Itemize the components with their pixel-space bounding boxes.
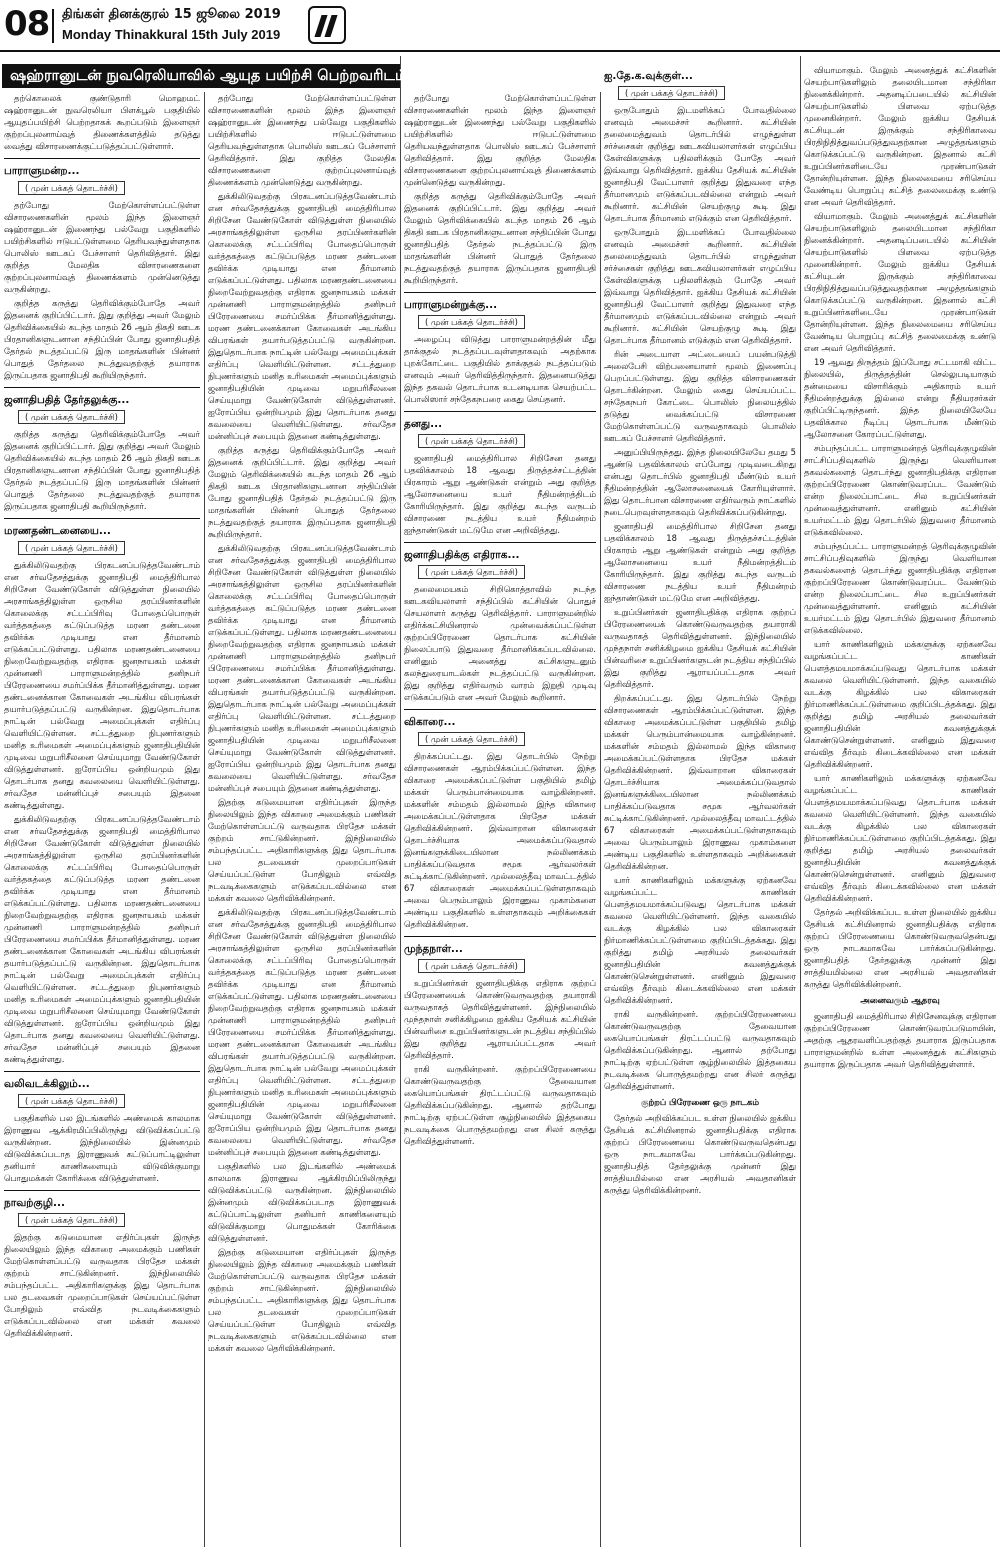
article-body: ஜனாதிபதி மைத்திரிபால சிறிசேனவுக்கு எதிரான குற்றப்பிரேரணை கொண்டுவரப்படுமாயின், அதற்கு ஆதரவளிப்பதற்குத் தயாராக இருப்பதாக பாராளுமன்றில் உள்ள அனைத்துக் கட்சிகளும் தயாராக இருப்பதாக அவர் தெரிவித்துள்ளார்.: [804, 1011, 996, 1069]
section-heading: விகாரை...: [404, 716, 456, 728]
article-body: துக்கிலிடுவதற்கு பிரகடனப்படுத்தவேண்டாம் என சர்வதேசத்துக்கு ஜனாதிபதி மைத்திரிபால சிறிசேன வேண்டுகோள் விடுத்துள்ள நிலையில் அரசாங்கத்திலுள்ள ஒருசில தரப்பினர்களின் கொலைக்கு சட்டப்பிரிவு போதைப்பொருள் வர்த்தகத்தை கட்டுப்படுத்த மரண தண்டனை தவிர்க்க முடியாது என தீர்மானம் எடுக்கப்பட்டுள்ளது. பதிலாக மரணதண்டனையை நிறைவேற்றுவதற்கு எதிராக ஜனநாயகம் மக்கள் முன்னணி பாராளுமன்றத்தில் தனிநபர் பிரேரணையை சமர்ப்பிக்க தீர்மானித்துள்ளது. மரண தண்டனைக்கான கோவைகள் அடங்கிய விபரங்கள் தயார்படுத்தப்பட்டு வருகின்றன. இதுதொடர்பாக நாட்டின் பல்வேறு அமைப்புக்கள் எதிர்ப்பு வெளியிட்டுள்ளன. சட்டத்துறை நிபுணர்களும் மனித உரிமைகள் அமைப்புக்களும் ஜனாதிபதியின் முடிவை மறுபரிசீலனை செய்யுமாறு வேண்டுகோள் விடுத்துள்ளனர். ஐரோப்பிய ஒன்றியமும் இது தொடர்பாக தனது கவலையை வெளியிட்டுள்ளது. சர்வதேச மன்னிப்புச் சபையும் இதனை கண்டித்துள்ளது.: [4, 814, 200, 1064]
article-body: தற்போது மேற்கொள்ளப்பட்டுள்ள விசாரணைகளின் மூலம் இந்த இளைஞர் ஷஹ்ரானுடன் இணைந்து பல்வேறு பகுதிகளில் பயிற்சிகளில் ஈடுபட்டுள்ளமை தெரியவந்துள்ளதாக பொலிஸ் ஊடகப் பேச்சாளர் தெரிவித்தார். இது குறித்த மேலதிக விசாரணைகளை குற்றப்புலனாய்வுத் திணைக்களம் முன்னெடுத்து வருகின்றது.: [404, 93, 596, 187]
article-body: யார் காணிகளிலும் மக்களுக்கு ஏற்கனவே வழங்கப்பட்ட காணிகள் பௌத்தமயமாக்கப்படுவது தொடர்பாக மக்கள் கவலை வெளியிட்டுள்ளனர். இந்த வகையில் வடக்கு கிழக்கில் பல விகாரைகள் நிர்மாணிக்கப்பட்டுள்ளமை குறிப்பிடத்தக்கது. இது குறித்து தமிழ் அரசியல் தலைவர்கள் ஜனாதிபதியின் கவனத்துக்குக் கொண்டுசென்றுள்ளனர். எனினும் இதுவரை எவ்வித தீர்வும் கிடைக்கவில்லை என மக்கள் தெரிவிக்கின்றனர்.: [804, 639, 996, 769]
section-heading: ஜனாதிபதிக்கு எதிராக...: [404, 549, 520, 561]
sub-heading: அனைவரும் ஆதரவு: [860, 995, 940, 1005]
main-headline: ஷஹ்ரானுடன் நுவரெலியாவில் ஆயுத பயிற்சி பெற்றவரிடம் தீவிர விசாரணை: [2, 64, 400, 88]
article-body: வியாமாகும். மேலும் அனைத்துக் கட்சிகளின் செயற்பாடுகளிலும் தலையிடமான சந்திரிகா நினைக்கின்றார். அதனடிப்படையில் கட்சியின் செயற்பாடுகளில் பிளவை ஏற்படுத்த முனைகின்றார். மேலும் ஐக்கிய தேசியக் கட்சியுடன் இருக்கும் சந்திரிகாவை பிரதிநிதித்துவப்படுத்துவதற்கான அழுத்தங்களும் கொடுக்கப்பட்டு வருகின்றன. இதனால் கட்சி உறுப்பினர்களிடையே முரண்பாடுகள் தோன்றியுள்ளன. இந்த நிலைமையை சரிசெய்ய வேண்டிய பொறுப்பு கட்சித் தலைமைக்கு உண்டு என அவர் தெரிவித்தார்.: [804, 65, 996, 207]
article-body: ராகி வருகின்றனர். குற்றப்பிரேரணையை கொண்டுவருவதற்கு தேவையான கையொப்பங்கள் திரட்டப்பட்டு வருவதாகவும் தெரிவிக்கப்படுகின்றது. ஆனால் தற்போது நாட்டிற்கு ஏற்பட்டுள்ள சூழ்நிலையில் இத்தகைய நடவடிக்கை பொருத்தமற்றது என சிலர் கருத்து தெரிவித்துள்ளனர்.: [604, 1009, 796, 1091]
article-body: துக்கிலிடுவதற்கு பிரகடனப்படுத்தவேண்டாம் என சர்வதேசத்துக்கு ஜனாதிபதி மைத்திரிபால சிறிசேன வேண்டுகோள் விடுத்துள்ள நிலையில் அரசாங்கத்திலுள்ள ஒருசில தரப்பினர்களின் கொலைக்கு சட்டப்பிரிவு போதைப்பொருள் வர்த்தகத்தை கட்டுப்படுத்த மரண தண்டனை தவிர்க்க முடியாது என தீர்மானம் எடுக்கப்பட்டுள்ளது. பதிலாக மரணதண்டனையை நிறைவேற்றுவதற்கு எதிராக ஜனநாயகம் மக்கள் முன்னணி பாராளுமன்றத்தில் தனிநபர் பிரேரணையை சமர்ப்பிக்க தீர்மானித்துள்ளது. மரண தண்டனைக்கான கோவைகள் அடங்கிய விபரங்கள் தயார்படுத்தப்பட்டு வருகின்றன. இதுதொடர்பாக நாட்டின் பல்வேறு அமைப்புக்கள் எதிர்ப்பு வெளியிட்டுள்ளன. சட்டத்துறை நிபுணர்களும் மனித உரிமைகள் அமைப்புக்களும் ஜனாதிபதியின் முடிவை மறுபரிசீலனை செய்யுமாறு வேண்டுகோள் விடுத்துள்ளனர். ஐரோப்பிய ஒன்றியமும் இது தொடர்பாக தனது கவலையை வெளியிட்டுள்ளது. சர்வதேச மன்னிப்புச் சபையும் இதனை கண்டித்துள்ளது.: [4, 560, 200, 810]
section-heading: பாராளுமன்ற...: [4, 165, 80, 177]
date-line-english: Monday Thinakkural 15th July 2019: [62, 27, 281, 42]
article-body: சம்பந்தப்பட்ட பாராளுமன்றத் தெரிவுக்குழுவின் சாட்சிப்பதிவுகளில் இருந்து வெளியான தகவல்களைத் தொடர்ந்து ஜனாதிபதிக்கு எதிரான குற்றப்பிரேரணை கொண்டுவரப்பட வேண்டும் என்ற நிலைப்பாட்டை சில உறுப்பினர்கள் முன்வைத்துள்ளனர். எனினும் கட்சியின் உயர்மட்டம் இது தொடர்பில் இதுவரை தீர்மானம் எடுக்கவில்லை.: [804, 443, 996, 537]
article-body: 19 ஆவது திருத்தம் இப்போது சட்டமாகி விட்ட நிலையில், திருத்தத்தின் செல்லுபடியாகும் தன்மையை விசாரிக்கும் அதிகாரம் உயர் நீதிமன்றத்துக்கு இல்லை என்று நீதியரசர்கள் குறிப்பிட்டிருந்தனர். இந்த நிலையிலேயே பதவிக்கால நீடிப்பு தொடர்பாக மீண்டும் ஆலோசனை கோரப்பட்டுள்ளது.: [804, 357, 996, 439]
article-body: ராகி வருகின்றனர். குற்றப்பிரேரணையை கொண்டுவருவதற்கு தேவையான கையொப்பங்கள் திரட்டப்பட்டு வருவதாகவும் தெரிவிக்கப்படுகின்றது. ஆனால் தற்போது நாட்டிற்கு ஏற்பட்டுள்ள சூழ்நிலையில் இத்தகைய நடவடிக்கை பொருத்தமற்றது என சிலர் கருத்து தெரிவித்துள்ளனர்.: [404, 1064, 596, 1146]
article-body: யார் காணிகளிலும் மக்களுக்கு ஏற்கனவே வழங்கப்பட்ட காணிகள் பௌத்தமயமாக்கப்படுவது தொடர்பாக மக்கள் கவலை வெளியிட்டுள்ளனர். இந்த வகையில் வடக்கு கிழக்கில் பல விகாரைகள் நிர்மாணிக்கப்பட்டுள்ளமை குறிப்பிடத்தக்கது. இது குறித்து தமிழ் அரசியல் தலைவர்கள் ஜனாதிபதியின் கவனத்துக்குக் கொண்டுசென்றுள்ளனர். எனினும் இதுவரை எவ்வித தீர்வும் கிடைக்கவில்லை என மக்கள் தெரிவிக்கின்றனர்.: [804, 773, 996, 903]
continued-tag: ( முன் பக்கத் தொடர்ச்சி): [18, 1094, 125, 1108]
article-body: ஒருபோதும் இடமளிக்கப் போவதில்லை எனவும் அமைச்சர் கூறினார். கட்சியின் தலைமைத்துவம் தொடர்பில் எழுந்துள்ள சர்ச்சைகள் குறித்து ஊடகவியலாளர்கள் எழுப்பிய கேள்விகளுக்கு பதிலளிக்கும் போதே அவர் இவ்வாறு தெரிவித்தார். ஐக்கிய தேசியக் கட்சியின் ஜனாதிபதி வேட்பாளர் குறித்து இதுவரை எந்த தீர்மானமும் எடுக்கப்படவில்லை என்றும் அவர் கூறினார். கட்சியின் செயற்குழு கூடி இது தொடர்பாக தீர்மானம் எடுக்கும் என தெரிவித்தார்.: [604, 227, 796, 345]
article-body: இதற்கு கடுமையான எதிர்ப்புகள் இருந்த நிலையிலும் இந்த விகாரை அமைக்கும் பணிகள் மேற்கொள்ளப்பட்டு வருவதாக பிரதேச மக்கள் குற்றம் சாட்டுகின்றனர். இந்நிலையில் சம்பந்தப்பட்ட அதிகாரிகளுக்கு இது தொடர்பாக பல தடவைகள் முறைப்பாடுகள் செய்யப்பட்டுள்ள போதிலும் எவ்வித நடவடிக்கைகளும் எடுக்கப்படவில்லை என மக்கள் கவலை தெரிவிக்கின்றனர்.: [4, 1232, 200, 1338]
continued-tag: ( முன் பக்கத் தொடர்ச்சி): [18, 1213, 125, 1227]
continued-tag: ( முன் பக்கத் தொடர்ச்சி): [18, 181, 125, 195]
continued-tag: ( முன் பக்கத் தொடர்ச்சி): [18, 541, 125, 555]
continued-tag: ( முன் பக்கத் தொடர்ச்சி): [418, 959, 525, 973]
section-heading: தனது...: [404, 418, 443, 430]
article-body: குறித்த கருத்து தெரிவிக்கும்போதே அவர் இதனைக் குறிப்பிட்டார். இது குறித்து அவர் மேலும் தெரிவிக்கையில் கடந்த மாதம் 26 ஆம் திகதி ஊடக பிரதானிகளுடனான சந்திப்பின் போது ஜனாதிபதித் தேர்தல் நடத்தப்பட்டு இரு மாதங்களின் பின்னர் பொதுத் தேர்தலை நடத்துவதற்குத் தயாராக இருப்பதாக ஜனாதிபதி கூறியிருந்தார்.: [404, 191, 596, 285]
article-body: துக்கிலிடுவதற்கு பிரகடனப்படுத்தவேண்டாம் என சர்வதேசத்துக்கு ஜனாதிபதி மைத்திரிபால சிறிசேன வேண்டுகோள் விடுத்துள்ள நிலையில் அரசாங்கத்திலுள்ள ஒருசில தரப்பினர்களின் கொலைக்கு சட்டப்பிரிவு போதைப்பொருள் வர்த்தகத்தை கட்டுப்படுத்த மரண தண்டனை தவிர்க்க முடியாது என தீர்மானம் எடுக்கப்பட்டுள்ளது. பதிலாக மரணதண்டனையை நிறைவேற்றுவதற்கு எதிராக ஜனநாயகம் மக்கள் முன்னணி பாராளுமன்றத்தில் தனிநபர் பிரேரணையை சமர்ப்பிக்க தீர்மானித்துள்ளது. மரண தண்டனைக்கான கோவைகள் அடங்கிய விபரங்கள் தயார்படுத்தப்பட்டு வருகின்றன. இதுதொடர்பாக நாட்டின் பல்வேறு அமைப்புக்கள் எதிர்ப்பு வெளியிட்டுள்ளன. சட்டத்துறை நிபுணர்களும் மனித உரிமைகள் அமைப்புக்களும் ஜனாதிபதியின் முடிவை மறுபரிசீலனை செய்யுமாறு வேண்டுகோள் விடுத்துள்ளனர். ஐரோப்பிய ஒன்றியமும் இது தொடர்பாக தனது கவலையை வெளியிட்டுள்ளது. சர்வதேச மன்னிப்புச் சபையும் இதனை கண்டித்துள்ளது.: [208, 543, 396, 793]
article-body: இதற்கு கடுமையான எதிர்ப்புகள் இருந்த நிலையிலும் இந்த விகாரை அமைக்கும் பணிகள் மேற்கொள்ளப்பட்டு வருவதாக பிரதேச மக்கள் குற்றம் சாட்டுகின்றனர். இந்நிலையில் சம்பந்தப்பட்ட அதிகாரிகளுக்கு இது தொடர்பாக பல தடவைகள் முறைப்பாடுகள் செய்யப்பட்டுள்ள போதிலும் எவ்வித நடவடிக்கைகளும் எடுக்கப்படவில்லை என மக்கள் கவலை தெரிவிக்கின்றனர்.: [208, 1247, 396, 1353]
article-body: தேர்தல் அறிவிக்கப்பட உள்ள நிலையில் ஐக்கிய தேசியக் கட்சியினரால் ஜனாதிபதிக்கு எதிராக குற்றப் பிரேரணையை கொண்டுவருவதென்பது ஒரு நாடகமாகவே பார்க்கப்படுகின்றது. ஜனாதிபதித் தேர்தலுக்கு முன்னர் இது சாத்தியமில்லை என அரசியல் அவதானிகள் கருத்து தெரிவிக்கின்றனர்.: [604, 1113, 796, 1195]
article-body: ரின் அடையாள அட்டையைப் பயன்படுத்தி அலைபேசி விற்பனையாளர் மூலம் இணைப்பு பெறப்பட்டுள்ளது. இது குறித்த விசாரணைகள் தொடர்கின்றன. மேலும் கைது செய்யப்பட்ட சந்தேகநபர் கோட்டை பொலிஸ் நிலையத்தில் தடுத்து வைக்கப்பட்டு விசாரணை மேற்கொள்ளப்பட்டு வருவதாகவும் பொலிஸ் ஊடகப் பேச்சாளர் தெரிவித்தார்.: [604, 349, 796, 443]
continued-tag: ( முன் பக்கத் தொடர்ச்சி): [418, 315, 525, 329]
section-heading: நாவற்குழி...: [4, 1197, 65, 1209]
article-body: அழைப்பு விடுத்து பாராளுமன்றத்தின் மீது தாக்குதல் நடத்தப்படவுள்ளதாகவும் அதற்காக புறக்கோட்டை பகுதியில் தாக்குதல் நடத்தப்படும் எனவும் அவர் தெரிவித்திருந்தார். இதனையடுத்து இந்த தகவல் தொடர்பாக உடனடியாக செயற்பட்ட பொலிஸார் சந்தேகநபரை கைது செய்தனர்.: [404, 334, 596, 404]
column-5: [804, 64, 996, 1542]
section-heading: முந்தநாள்...: [404, 943, 463, 955]
article-body: தற்போது மேற்கொள்ளப்பட்டுள்ள விசாரணைகளின் மூலம் இந்த இளைஞர் ஷஹ்ரானுடன் இணைந்து பல்வேறு பகுதிகளில் பயிற்சிகளில் ஈடுபட்டுள்ளமை தெரியவந்துள்ளதாக பொலிஸ் ஊடகப் பேச்சாளர் தெரிவித்தார். இது குறித்த மேலதிக விசாரணைகளை குற்றப்புலனாய்வுத் திணைக்களம் முன்னெடுத்து வருகின்றது.: [4, 200, 200, 294]
article-body: தற்போது மேற்கொள்ளப்பட்டுள்ள விசாரணைகளின் மூலம் இந்த இளைஞர் ஷஹ்ரானுடன் இணைந்து பல்வேறு பகுதிகளில் பயிற்சிகளில் ஈடுபட்டுள்ளமை தெரியவந்துள்ளதாக பொலிஸ் ஊடகப் பேச்சாளர் தெரிவித்தார். இது குறித்த மேலதிக விசாரணைகளை குற்றப்புலனாய்வுத் திணைக்களம் முன்னெடுத்து வருகின்றது.: [208, 93, 396, 187]
article-body: ஒருபோதும் இடமளிக்கப் போவதில்லை எனவும் அமைச்சர் கூறினார். கட்சியின் தலைமைத்துவம் தொடர்பில் எழுந்துள்ள சர்ச்சைகள் குறித்து ஊடகவியலாளர்கள் எழுப்பிய கேள்விகளுக்கு பதிலளிக்கும் போதே அவர் இவ்வாறு தெரிவித்தார். ஐக்கிய தேசியக் கட்சியின் ஜனாதிபதி வேட்பாளர் குறித்து இதுவரை எந்த தீர்மானமும் எடுக்கப்படவில்லை என்றும் அவர் கூறினார். கட்சியின் செயற்குழு கூடி இது தொடர்பாக தீர்மானம் எடுக்கும் என தெரிவித்தார்.: [604, 105, 796, 223]
column-rule: [600, 92, 601, 1547]
article-body: துக்கிலிடுவதற்கு பிரகடனப்படுத்தவேண்டாம் என சர்வதேசத்துக்கு ஜனாதிபதி மைத்திரிபால சிறிசேன வேண்டுகோள் விடுத்துள்ள நிலையில் அரசாங்கத்திலுள்ள ஒருசில தரப்பினர்களின் கொலைக்கு சட்டப்பிரிவு போதைப்பொருள் வர்த்தகத்தை கட்டுப்படுத்த மரண தண்டனை தவிர்க்க முடியாது என தீர்மானம் எடுக்கப்பட்டுள்ளது. பதிலாக மரணதண்டனையை நிறைவேற்றுவதற்கு எதிராக ஜனநாயகம் மக்கள் முன்னணி பாராளுமன்றத்தில் தனிநபர் பிரேரணையை சமர்ப்பிக்க தீர்மானித்துள்ளது. மரண தண்டனைக்கான கோவைகள் அடங்கிய விபரங்கள் தயார்படுத்தப்பட்டு வருகின்றன. இதுதொடர்பாக நாட்டின் பல்வேறு அமைப்புக்கள் எதிர்ப்பு வெளியிட்டுள்ளன. சட்டத்துறை நிபுணர்களும் மனித உரிமைகள் அமைப்புக்களும் ஜனாதிபதியின் முடிவை மறுபரிசீலனை செய்யுமாறு வேண்டுகோள் விடுத்துள்ளனர். ஐரோப்பிய ஒன்றியமும் இது தொடர்பாக தனது கவலையை வெளியிட்டுள்ளது. சர்வதேச மன்னிப்புச் சபையும் இதனை கண்டித்துள்ளது.: [208, 191, 396, 441]
article-body: உறுப்பினர்கள் ஜனாதிபதிக்கு எதிராக குற்றப் பிரேரணையைக் கொண்டுவருவதற்கு தயாராகி வருவதாகத் தெரிவித்துள்ளனர். இந்நிலையில் முந்தநாள் சனிக்கிழமை ஐக்கிய தேசியக் கட்சியின் பின்வரிசை உறுப்பினர்களுடன் நடத்திய சந்திப்பில் இது குறித்து ஆராயப்பட்டதாக அவர் தெரிவித்தார்.: [604, 607, 796, 689]
article-body: உறுப்பினர்கள் ஜனாதிபதிக்கு எதிராக குற்றப் பிரேரணையைக் கொண்டுவருவதற்கு தயாராகி வருவதாகத் தெரிவித்துள்ளனர். இந்நிலையில் முந்தநாள் சனிக்கிழமை ஐக்கிய தேசியக் கட்சியின் பின்வரிசை உறுப்பினர்களுடன் நடத்திய சந்திப்பில் இது குறித்து ஆராயப்பட்டதாக அவர் தெரிவித்தார்.: [404, 978, 596, 1060]
article-body: அனுப்பியிருந்தது. இந்த நிலையிலேயே தமது 5 ஆண்டு பதவிக்காலம் எப்போது முடிவடைகிறது என்பது தொடர்பில் ஜனாதிபதி மீண்டும் உயர் நீதிமன்றத்தின் ஆலோசனையைக் கோரியுள்ளார். இது தொடர்பான விசாரணை எதிர்வரும் நாட்களில் நடைபெறவுள்ளதாகவும் தெரிவிக்கப்படுகின்றது.: [604, 447, 796, 517]
continued-tag: ( முன் பக்கத் தொடர்ச்சி): [618, 86, 725, 100]
article-body: ஜனாதிபதி மைத்திரிபால சிறிசேன தனது பதவிக்காலம் 18 ஆவது திருத்தச்சட்டத்தின் பிரகாரம் ஆறு ஆண்டுகள் என்றும் அது குறித்த ஆலோசனையை உயர் நீதிமன்றத்திடம் கோரியிருந்தார். இது குறித்து கடந்த வருடம் விசாரணை நடத்திய உயர் நீதிமன்றம் ஐந்தாண்டுகள் மட்டுமே என அறிவித்தது.: [604, 521, 796, 603]
article-body: தேர்தல் அறிவிக்கப்பட உள்ள நிலையில் ஐக்கிய தேசியக் கட்சியினரால் ஜனாதிபதிக்கு எதிராக குற்றப் பிரேரணையை கொண்டுவருவதென்பது ஒரு நாடகமாகவே பார்க்கப்படுகின்றது. ஜனாதிபதித் தேர்தலுக்கு முன்னர் இது சாத்தியமில்லை என அரசியல் அவதானிகள் கருத்து தெரிவிக்கின்றனர்.: [804, 907, 996, 989]
continued-tag: ( முன் பக்கத் தொடர்ச்சி): [418, 732, 525, 746]
column-3: [404, 92, 596, 1542]
column-rule: [204, 92, 205, 1547]
page-header: [0, 0, 1000, 52]
section-heading: வலிவடக்கிலும்...: [4, 1078, 90, 1090]
article-body: குறித்த கருத்து தெரிவிக்கும்போதே அவர் இதனைக் குறிப்பிட்டார். இது குறித்து அவர் மேலும் தெரிவிக்கையில் கடந்த மாதம் 26 ஆம் திகதி ஊடக பிரதானிகளுடனான சந்திப்பின் போது ஜனாதிபதித் தேர்தல் நடத்தப்பட்டு இரு மாதங்களின் பின்னர் பொதுத் தேர்தலை நடத்துவதற்குத் தயாராக இருப்பதாக ஜனாதிபதி கூறியிருந்தார்.: [4, 429, 200, 511]
article-body: ஜனாதிபதி மைத்திரிபால சிறிசேன தனது பதவிக்காலம் 18 ஆவது திருத்தச்சட்டத்தின் பிரகாரம் ஆறு ஆண்டுகள் என்றும் அது குறித்த ஆலோசனையை உயர் நீதிமன்றத்திடம் கோரியிருந்தார். இது குறித்து கடந்த வருடம் விசாரணை நடத்திய உயர் நீதிமன்றம் ஐந்தாண்டுகள் மட்டுமே என அறிவித்தது.: [404, 453, 596, 535]
continued-tag: ( முன் பக்கத் தொடர்ச்சி): [418, 565, 525, 579]
header-divider: [52, 9, 54, 43]
column-1: [4, 92, 200, 1542]
continued-tag: ( முன் பக்கத் தொடர்ச்சி): [418, 434, 525, 448]
section-heading: ஐ.தே.க.வுக்குள்...: [604, 70, 693, 82]
article-body: இதற்கு கடுமையான எதிர்ப்புகள் இருந்த நிலையிலும் இந்த விகாரை அமைக்கும் பணிகள் மேற்கொள்ளப்பட்டு வருவதாக பிரதேச மக்கள் குற்றம் சாட்டுகின்றனர். இந்நிலையில் சம்பந்தப்பட்ட அதிகாரிகளுக்கு இது தொடர்பாக பல தடவைகள் முறைப்பாடுகள் செய்யப்பட்டுள்ள போதிலும் எவ்வித நடவடிக்கைகளும் எடுக்கப்படவில்லை என மக்கள் கவலை தெரிவிக்கின்றனர்.: [208, 797, 396, 903]
sub-heading: குற்றப் பிரேரணை ஒரு நாடகம்: [641, 1097, 759, 1107]
article-body: குறித்த கருத்து தெரிவிக்கும்போதே அவர் இதனைக் குறிப்பிட்டார். இது குறித்து அவர் மேலும் தெரிவிக்கையில் கடந்த மாதம் 26 ஆம் திகதி ஊடக பிரதானிகளுடனான சந்திப்பின் போது ஜனாதிபதித் தேர்தல் நடத்தப்பட்டு இரு மாதங்களின் பின்னர் பொதுத் தேர்தலை நடத்துவதற்குத் தயாராக இருப்பதாக ஜனாதிபதி கூறியிருந்தார்.: [208, 445, 396, 539]
article-body: துக்கிலிடுவதற்கு பிரகடனப்படுத்தவேண்டாம் என சர்வதேசத்துக்கு ஜனாதிபதி மைத்திரிபால சிறிசேன வேண்டுகோள் விடுத்துள்ள நிலையில் அரசாங்கத்திலுள்ள ஒருசில தரப்பினர்களின் கொலைக்கு சட்டப்பிரிவு போதைப்பொருள் வர்த்தகத்தை கட்டுப்படுத்த மரண தண்டனை தவிர்க்க முடியாது என தீர்மானம் எடுக்கப்பட்டுள்ளது. பதிலாக மரணதண்டனையை நிறைவேற்றுவதற்கு எதிராக ஜனநாயகம் மக்கள் முன்னணி பாராளுமன்றத்தில் தனிநபர் பிரேரணையை சமர்ப்பிக்க தீர்மானித்துள்ளது. மரண தண்டனைக்கான கோவைகள் அடங்கிய விபரங்கள் தயார்படுத்தப்பட்டு வருகின்றன. இதுதொடர்பாக நாட்டின் பல்வேறு அமைப்புக்கள் எதிர்ப்பு வெளியிட்டுள்ளன. சட்டத்துறை நிபுணர்களும் மனித உரிமைகள் அமைப்புக்களும் ஜனாதிபதியின் முடிவை மறுபரிசீலனை செய்யுமாறு வேண்டுகோள் விடுத்துள்ளனர். ஐரோப்பிய ஒன்றியமும் இது தொடர்பாக தனது கவலையை வெளியிட்டுள்ளது. சர்வதேச மன்னிப்புச் சபையும் இதனை கண்டித்துள்ளது.: [208, 907, 396, 1157]
article-body: பகுதிகளில் பல இடங்களில் அண்மைக் காலமாக இராணுவ ஆக்கிரமிப்பிலிருந்து விடுவிக்கப்பட்டு வருகின்றன. இந்நிலையில் இன்னமும் விடுவிக்கப்படாத இராணுவக் கட்டுப்பாட்டிலுள்ள தனியார் காணிகளையும் விடுவிக்குமாறு பொதுமக்கள் கோரிக்கை விடுத்துள்ளனர்.: [4, 1113, 200, 1183]
column-rule: [400, 56, 401, 1547]
column-4: [604, 64, 796, 1542]
article-body: பகுதிகளில் பல இடங்களில் அண்மைக் காலமாக இராணுவ ஆக்கிரமிப்பிலிருந்து விடுவிக்கப்பட்டு வருகின்றன. இந்நிலையில் இன்னமும் விடுவிக்கப்படாத இராணுவக் கட்டுப்பாட்டிலுள்ள தனியார் காணிகளையும் விடுவிக்குமாறு பொதுமக்கள் கோரிக்கை விடுத்துள்ளனர்.: [208, 1161, 396, 1243]
article-lead: தற்கொலைக் குண்டுதாரி மொஹமட் ஷஹ்ரானுடன் நுவரெலியா பிளக்பூல் பகுதியில் ஆயுதப்பயிற்சி பெற்றதாகக் கூறப்படும் இளைஞர் குற்றப்புலனாய்வுத் திணைக்களத்தில் தடுத்து வைத்து விசாரணைக்குட்படுத்தப்பட்டுள்ளார்.: [4, 93, 200, 151]
article-body: தலைமையகம் சிறிகொத்தாவில் நடந்த ஊடகவியலாளர் சந்திப்பில் கட்சியின் பொதுச் செயலாளர் கருத்து தெரிவித்தார். பாராளுமன்றில் எதிர்க்கட்சியினரால் முன்வைக்கப்பட்டுள்ள குற்றப்பிரேரணை தொடர்பாக கட்சியின் நிலைப்பாடு இதுவரை தீர்மானிக்கப்படவில்லை. எனினும் அனைத்து கட்சிகளுடனும் கலந்துரையாடல்கள் நடத்தப்பட்டு வருகின்றன. இது குறித்து எதிர்வரும் வாரம் இறுதி முடிவு எடுக்கப்படும் என அவர் மேலும் கூறினார்.: [404, 584, 596, 702]
article-body: திறக்கப்பட்டது. இது தொடர்பில் நேற்று விசாரணைகள் ஆரம்பிக்கப்பட்டுள்ளன. இந்த விகாரை அமைக்கப்பட்டுள்ள பகுதியில் தமிழ் மக்கள் பெரும்பான்மையாக வாழ்கின்றனர். மக்களின் சம்மதம் இல்லாமல் இந்த விகாரை அமைக்கப்பட்டுள்ளதாக பிரதேச மக்கள் தெரிவிக்கின்றனர். இவ்வாறான விகாரைகள் தொடர்ச்சியாக அமைக்கப்படுவதால் இனங்களுக்கிடையிலான நல்லிணக்கம் பாதிக்கப்படுவதாக சமூக ஆர்வலர்கள் சுட்டிக்காட்டுகின்றனர். முல்லைத்தீவு மாவட்டத்தில் 67 விகாரைகள் அமைக்கப்பட்டுள்ளதாகவும் அவை பெரும்பாலும் இராணுவ முகாம்களை அண்டிய பகுதிகளில் உள்ளதாகவும் அறிக்கைகள் தெரிவிக்கின்றன.: [404, 751, 596, 929]
continued-tag: ( முன் பக்கத் தொடர்ச்சி): [18, 410, 125, 424]
date-line-tamil: திங்கள் தினக்குரல் 15 ஜூலை 2019: [62, 7, 281, 22]
article-body: திறக்கப்பட்டது. இது தொடர்பில் நேற்று விசாரணைகள் ஆரம்பிக்கப்பட்டுள்ளன. இந்த விகாரை அமைக்கப்பட்டுள்ள பகுதியில் தமிழ் மக்கள் பெரும்பான்மையாக வாழ்கின்றனர். மக்களின் சம்மதம் இல்லாமல் இந்த விகாரை அமைக்கப்பட்டுள்ளதாக பிரதேச மக்கள் தெரிவிக்கின்றனர். இவ்வாறான விகாரைகள் தொடர்ச்சியாக அமைக்கப்படுவதால் இனங்களுக்கிடையிலான நல்லிணக்கம் பாதிக்கப்படுவதாக சமூக ஆர்வலர்கள் சுட்டிக்காட்டுகின்றனர். முல்லைத்தீவு மாவட்டத்தில் 67 விகாரைகள் அமைக்கப்பட்டுள்ளதாகவும் அவை பெரும்பாலும் இராணுவ முகாம்களை அண்டிய பகுதிகளில் உள்ளதாகவும் அறிக்கைகள் தெரிவிக்கின்றன.: [604, 693, 796, 871]
section-heading: மரணதண்டனையை...: [4, 525, 111, 537]
section-heading: ஜனாதிபதித் தேர்தலுக்கு...: [4, 394, 130, 406]
section-heading: பாராளுமன்றுக்கு...: [404, 299, 498, 311]
article-body: சம்பந்தப்பட்ட பாராளுமன்றத் தெரிவுக்குழுவின் சாட்சிப்பதிவுகளில் இருந்து வெளியான தகவல்களைத் தொடர்ந்து ஜனாதிபதிக்கு எதிரான குற்றப்பிரேரணை கொண்டுவரப்பட வேண்டும் என்ற நிலைப்பாட்டை சில உறுப்பினர்கள் முன்வைத்துள்ளனர். எனினும் கட்சியின் உயர்மட்டம் இது தொடர்பில் இதுவரை தீர்மானம் எடுக்கவில்லை.: [804, 541, 996, 635]
article-body: குறித்த கருத்து தெரிவிக்கும்போதே அவர் இதனைக் குறிப்பிட்டார். இது குறித்து அவர் மேலும் தெரிவிக்கையில் கடந்த மாதம் 26 ஆம் திகதி ஊடக பிரதானிகளுடனான சந்திப்பின் போது ஜனாதிபதித் தேர்தல் நடத்தப்பட்டு இரு மாதங்களின் பின்னர் பொதுத் தேர்தலை நடத்துவதற்குத் தயாராக இருப்பதாக ஜனாதிபதி கூறியிருந்தார்.: [4, 298, 200, 380]
page-number: 08: [4, 4, 50, 44]
article-body: வியாமாகும். மேலும் அனைத்துக் கட்சிகளின் செயற்பாடுகளிலும் தலையிடமான சந்திரிகா நினைக்கின்றார். அதனடிப்படையில் கட்சியின் செயற்பாடுகளில் பிளவை ஏற்படுத்த முனைகின்றார். மேலும் ஐக்கிய தேசியக் கட்சியுடன் இருக்கும் சந்திரிகாவை பிரதிநிதித்துவப்படுத்துவதற்கான அழுத்தங்களும் கொடுக்கப்பட்டு வருகின்றன. இதனால் கட்சி உறுப்பினர்களிடையே முரண்பாடுகள் தோன்றியுள்ளன. இந்த நிலைமையை சரிசெய்ய வேண்டிய பொறுப்பு கட்சித் தலைமைக்கு உண்டு என அவர் தெரிவித்தார்.: [804, 211, 996, 353]
newspaper-logo-icon: [308, 6, 346, 44]
article-body: யார் காணிகளிலும் மக்களுக்கு ஏற்கனவே வழங்கப்பட்ட காணிகள் பௌத்தமயமாக்கப்படுவது தொடர்பாக மக்கள் கவலை வெளியிட்டுள்ளனர். இந்த வகையில் வடக்கு கிழக்கில் பல விகாரைகள் நிர்மாணிக்கப்பட்டுள்ளமை குறிப்பிடத்தக்கது. இது குறித்து தமிழ் அரசியல் தலைவர்கள் ஜனாதிபதியின் கவனத்துக்குக் கொண்டுசென்றுள்ளனர். எனினும் இதுவரை எவ்வித தீர்வும் கிடைக்கவில்லை என மக்கள் தெரிவிக்கின்றனர்.: [604, 875, 796, 1005]
column-rule: [800, 56, 801, 1547]
column-2: [208, 92, 396, 1542]
